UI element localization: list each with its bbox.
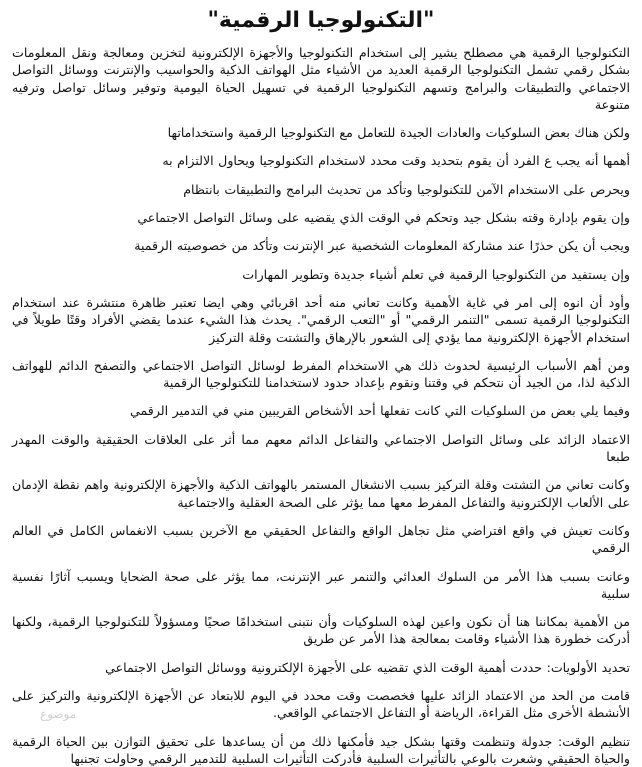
document-title: "التكنولوجيا الرقمية"	[207, 8, 435, 33]
paragraph-good-habits: ولكن هناك بعض السلوكيات والعادات الجيدة للتعامل مع التكنولوجيا الرقمية واستخداماتها	[167, 125, 630, 141]
paragraph-social-reliance: الاعتماد الزائد على وسائل التواصل الاجتماعي والتفاعل الدائم معهم مما أثر على العلاقات الحقيقية والوقت المهدر طبعا	[12, 431, 630, 465]
paragraph-safe-use: ويحرص على الاستخدام الآمن للتكنولوجيا وتأكد من تحديث البرامج والتطبيقات بانتظام	[183, 181, 630, 197]
paragraph-causes: ومن أهم الأسباب الرئيسية لحدوث ذلك هي الاستخدام المفرط لوسائل التواصل الاجتماعي والتصفح الدائم للهواتف الذكية لذا، من الجيد أن نتحكم في وقتنا ونقوم بإعداد حدود لاستخدامنا للتكنولوجيا الرقمية	[12, 357, 630, 391]
watermark: موضوع	[40, 707, 77, 721]
paragraph-definition: التكنولوجيا الرقمية هي مصطلح يشير إلى استخدام التكنولوجيا والأجهزة الإلكترونية لتخزين ومعالجة ونقل المعلومات بشكل رقمي تشمل التكنولوجيا الرقمية العديد من الأشياء مثل الهواتف الذكية والحواسيب والإنترنت ووسائل التواصل الاجتماعي والتطبيقات والبرامج وتسهم التكنولوجيا الرقمية في تسهيل الحياة اليومية وتوفير وسائل تواصل وترفيه متنوعة	[12, 45, 630, 112]
paragraph-distraction: وكانت تعاني من التشتت وقلة التركيز بسبب الانشغال المستمر بالهواتف الذكية والأجهزة الإلكترونية واهم نقطة الإدمان على الألعاب الإلكترونية والتفاعل المفرط معها مما يؤثر على الصحة العقلية والاجتماعية	[12, 477, 630, 510]
paragraph-awareness: من الأهمية بمكاننا هنا أن نكون واعين لهذه السلوكيات وأن نتبنى استخدامًا صحيًا ومسؤولاً للتكنولوجيا الرقمية، ولكنها أدركت خطورة هذا الأشياء وقامت بمعالجة هذا الأمر عن طريق	[12, 614, 630, 647]
paragraph-time-organization: تنظيم الوقت: جدولة وتنظمت وقتها بشكل جيد فأمكنها ذلك من أن يساعدها على تحقيق التوازن بين الحياة الرقمية والحياة الحقيقي وشعرت بالوعي بالتأثيرات السلبية فأدركت التأثيرات السلبية للتدمير الرقمي وحاولت تجنبها	[12, 733, 630, 766]
paragraph-cyberbullying: وعانت بسبب هذا الأمر من السلوك العدائي والتنمر عبر الإنترنت، مما يؤثر على صحة الضحايا ويسبب آثارًا نفسية سلبية	[12, 568, 630, 601]
paragraph-reduce-reliance: قامت من الحد من الاعتماد الزائد عليها فخصصت وقت محدد في اليوم للابتعاد عن الأجهزة الإلكترونية والتركيز على الأنشطة الأخرى مثل القراءة، الرياضة أو التفاعل الاجتماعي الواقعي.	[12, 688, 630, 721]
paragraph-behaviors-intro: وفيما يلي بعض من السلوكيات التي كانت تفعلها أحد الأشخاص القريبين مني في التدمير الرقمي	[130, 403, 630, 419]
paragraph-time-management: وإن يقوم بإدارة وقته بشكل جيد وتحكم في الوقت الذي يقضيه على وسائل التواصل الاجتماعي	[137, 210, 630, 226]
paragraph-privacy: ويجب أن يكن حذرًا عند مشاركة المعلومات الشخصية عبر الإنترنت وتأكد من خصوصيته الرقمية	[134, 238, 630, 254]
paragraph-time-limit: أهمها أنه يجب ع الفرد أن يقوم بتحديد وقت محدد لاستخدام التكنولوجيا ويحاول الالتزام به	[162, 153, 630, 169]
paragraph-priorities: تحديد الأولويات: حددت أهمية الوقت الذي تقضيه على الأجهزة الإلكترونية ووسائل التواصل الاجتماعي	[105, 659, 630, 675]
paragraph-virtual-reality: وكانت تعيش في واقع افتراضي مثل تجاهل الواقع والتفاعل الحقيقي مع الآخرين بسبب الانغماس الكامل في العالم الرقمي	[12, 522, 630, 556]
paragraph-digital-fatigue: وأود أن انوه إلى امر في غاية الأهمية وكانت تعاني منه أحد اقربائي وهي ايضا تعتبر ظاهرة منتشرة عند استخدام التكنولوجيا الرقمية تسمى "التنمر الرقمي" أو "التعب الرقمي". يحدث هذا الشيء عندما يقضي الأفراد وقتًا طويلاً في استخدام الأجهزة الإلكترونية مما يؤدي إلى الشعور بالإرهاق والتشتت وقلة التركيز	[12, 294, 630, 345]
paragraph-learning: وإن يستفيد من التكنولوجيا الرقمية في تعلم أشياء جديدة وتطوير المهارات	[242, 266, 630, 282]
